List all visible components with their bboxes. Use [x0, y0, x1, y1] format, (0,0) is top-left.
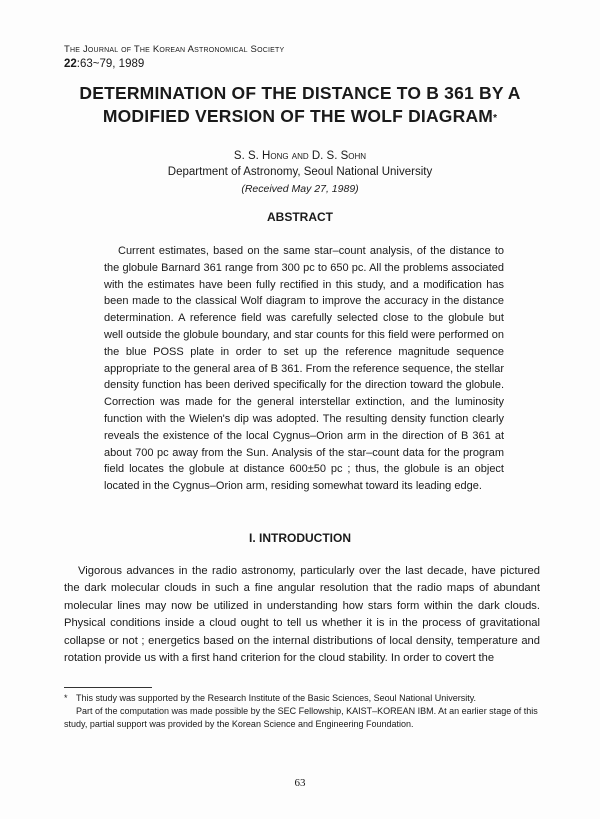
footnote-continuation: Part of the computation was made possible by the SEC Fellowship, KAIST–KOREAN IBM. At an earlier stage of this study, partial support was provided by the Korean Science and Engineering Foundation. [64, 705, 538, 729]
affiliation: Department of Astronomy, Seoul National University [167, 166, 433, 178]
title-footnote-marker: * [493, 113, 498, 124]
paper-title [50, 82, 550, 128]
introduction-heading: I. INTRODUCTION [249, 531, 351, 545]
authors: S. S. Hong and D. S. Sohn [233, 150, 367, 162]
page-number: 63 [294, 777, 306, 789]
footnote [64, 692, 540, 730]
abstract-heading: ABSTRACT [267, 210, 333, 224]
abstract-body: Current estimates, based on the same star–count analysis, of the distance to the globule Barnard 361 range from 300 pc to 650 pc. All the problems associated with the estimates have been fully rectified in this study, and a modification has been made to the classical Wolf diagram to improve the accuracy in the distance determination. A reference field was carefully selected close to the globule but well outside the globule boundary, and star counts for this field were performed on the blue POSS plate in order to set up the reference magnitude sequence appropriate to the general area of B 361. From the reference sequence, the stellar density function has been derived specifically for the direction toward the globule. Correction was made for the general interstellar extinction, and the luminosity function with the Wielen's dip was adopted. The resulting density function clearly reveals the existence of the local Cygnus–Orion arm in the direction of B 361 at about 700 pc away from the Sun. Analysis of the star–count data for the program field locates the globule at distance 600±50 pc ; thus, the globule is an object located in the Cygnus–Orion arm, residing somewhat toward its leading edge. [104, 245, 504, 493]
footnote-line1: This study was supported by the Research Institute of the Basic Sciences, Seoul National University. [76, 693, 477, 703]
volume-line [64, 58, 144, 70]
volume-number: 22 [64, 58, 77, 70]
introduction-body: Vigorous advances in the radio astronomy, particularly over the last decade, have pictured the dark molecular clouds in such a fine angular resolution that the radio maps of abundant molecular lines may now be utilized in understanding how stars form within the dark clouds. Physical conditions inside a cloud ought to tell us whether it is in the process of gravitational collapse or not ; energetics based on the internal distributions of local density, temperature and rotation provide us with a first hand criterion for the cloud stability. In order to covert the [64, 565, 540, 665]
footnote-divider [64, 687, 152, 688]
pages-year: :63~79, 1989 [76, 58, 145, 70]
title-text: DETERMINATION OF THE DISTANCE TO B 361 BY A MODIFIED VERSION OF THE WOLF DIAGRAM [79, 83, 521, 126]
footnote-marker: * [64, 693, 68, 703]
received-date: (Received May 27, 1989) [241, 183, 359, 195]
journal-name: The Journal of The Korean Astronomical Society [64, 44, 285, 55]
